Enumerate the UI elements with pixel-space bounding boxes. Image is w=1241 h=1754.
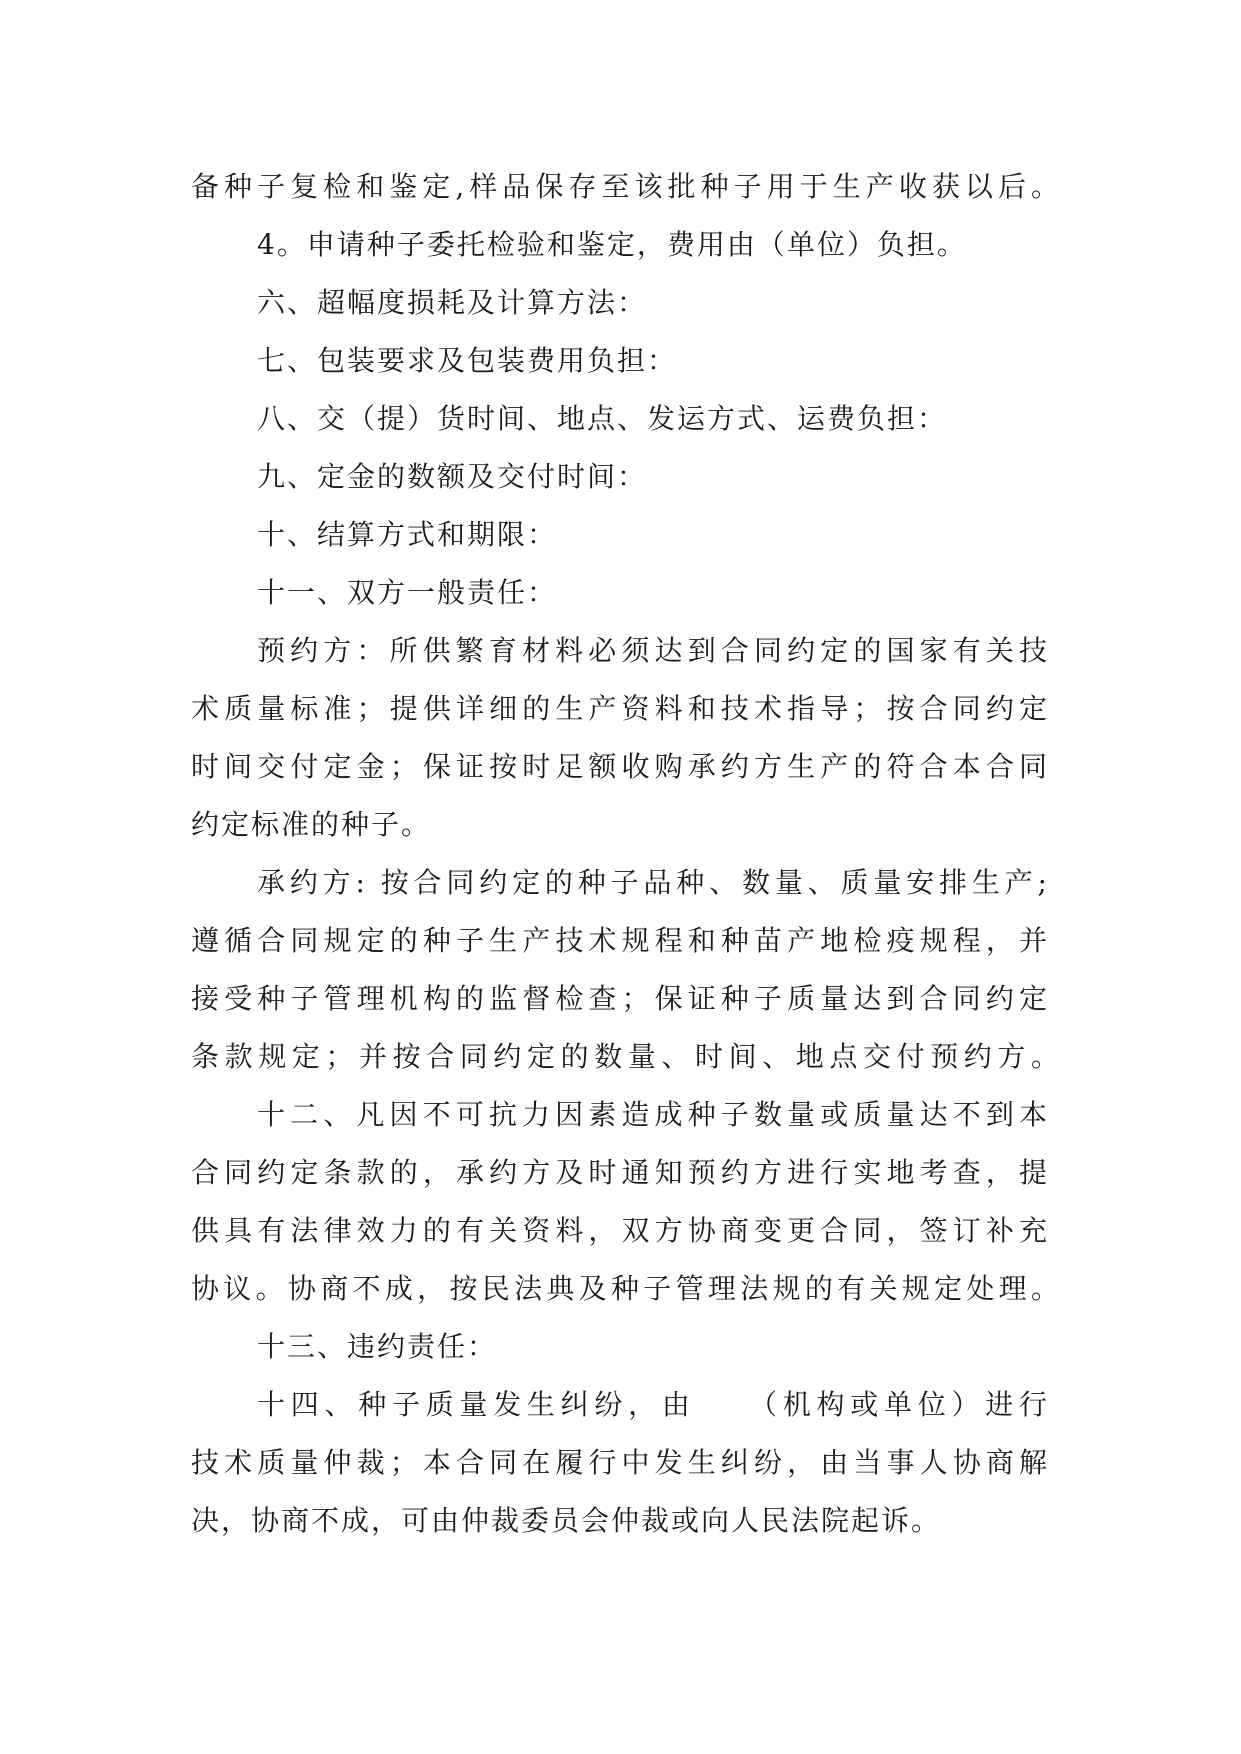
paragraph-line: 十二、凡因不可抗力因素造成种子数量或质量达不到本: [257, 1098, 1049, 1131]
paragraph-line: 十四、种子质量发生纠纷，由 （机构或单位）进行: [257, 1388, 1049, 1421]
paragraph-line: 遵循合同规定的种子生产技术规程和种苗产地检疫规程，并: [191, 924, 1049, 957]
paragraph-line: 预约方：所供繁育材料必须达到合同约定的国家有关技: [257, 634, 1049, 667]
paragraph-line: 时间交付定金；保证按时足额收购承约方生产的符合本合同: [191, 750, 1049, 783]
section-heading: 六、超幅度损耗及计算方法：: [257, 286, 648, 319]
paragraph-line: 约定标准的种子。: [191, 808, 432, 841]
paragraph-line: 条款规定；并按合同约定的数量、时间、地点交付预约方。: [191, 1040, 1061, 1073]
paragraph-line: 协议。协商不成，按民法典及种子管理法规的有关规定处理。: [191, 1272, 1061, 1305]
section-heading: 九、定金的数额及交付时间：: [257, 460, 648, 493]
paragraph-line: 术质量标准；提供详细的生产资料和技术指导；按合同约定: [191, 692, 1049, 725]
paragraph-line: 技术质量仲裁；本合同在履行中发生纠纷，由当事人协商解: [191, 1446, 1049, 1479]
section-heading: 七、包装要求及包装费用负担：: [257, 344, 678, 377]
paragraph-line: 决，协商不成，可由仲裁委员会仲裁或向人民法院起诉。: [191, 1504, 942, 1537]
paragraph-line: 备种子复检和鉴定,样品保存至该批种子用于生产收获以后。: [191, 170, 1061, 203]
paragraph-line: 4。申请种子委托检验和鉴定，费用由（单位）负担。: [257, 228, 967, 261]
paragraph-line: 承约方: 按合同约定的种子品种、数量、质量安排生产;: [257, 866, 1049, 899]
contract-text: [191, 158, 1061, 1550]
paragraph-line: 合同约定条款的，承约方及时通知预约方进行实地考查，提: [191, 1156, 1049, 1189]
paragraph-line: 供具有法律效力的有关资料，双方协商变更合同，签订补充: [191, 1214, 1049, 1247]
section-heading: 八、交（提）货时间、地点、发运方式、运费负担：: [257, 402, 948, 435]
section-heading: 十、结算方式和期限：: [257, 518, 558, 551]
section-heading: 十三、违约责任：: [257, 1330, 498, 1363]
paragraph-line: 接受种子管理机构的监督检查；保证种子质量达到合同约定: [191, 982, 1049, 1015]
section-heading: 十一、双方一般责任：: [257, 576, 558, 609]
